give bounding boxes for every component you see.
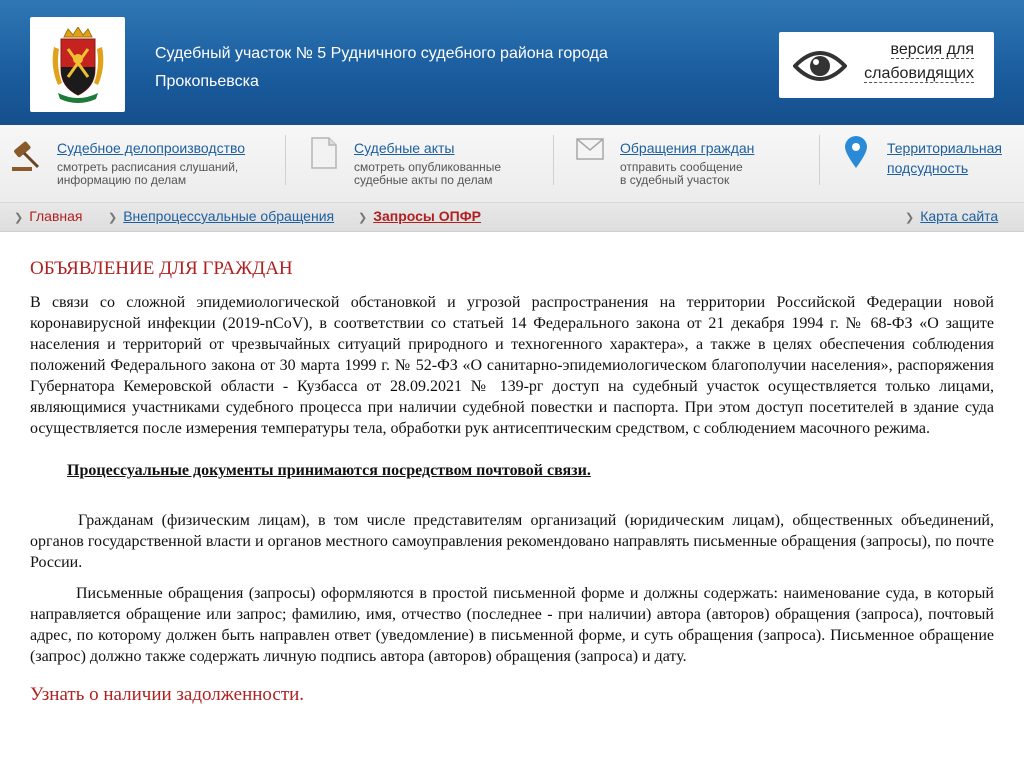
- nav-item-jurisdiction[interactable]: [843, 125, 1018, 202]
- breadcrumb-item-sitemap: [905, 208, 998, 224]
- breadcrumb-item-section: [108, 208, 334, 224]
- announcement-paragraph-3: Письменные обращения (запросы) оформляются в простой письменной форме и должны содержать: наименование суда, в который направляется обращение или запрос; фамилию, имя, отчество (последнее - при наличии) автора (авторов) обращения (запроса), почтовый адрес, по которому должен быть направлен ответ (уведомление) в письменной форме, и суть обращения (запроса). Письменное обращение (запрос) должно также содержать личную подпись автора (авторов) обращения (запроса) и дату.: [30, 585, 994, 665]
- map-pin-icon: [843, 135, 869, 169]
- eye-icon: [793, 48, 847, 84]
- nav-divider: [285, 135, 286, 185]
- breadcrumb-link-home[interactable]: Главная: [29, 208, 83, 224]
- debt-inquiry-heading[interactable]: Узнать о наличии задолженности.: [30, 684, 305, 705]
- nav-link-jurisdiction[interactable]: Территориальная подсудность: [887, 140, 1002, 176]
- document-icon: [310, 137, 338, 169]
- low-vision-version-button[interactable]: [779, 32, 994, 98]
- nav-divider: [553, 135, 554, 185]
- breadcrumb-item-current: [358, 208, 481, 224]
- announcement-heading: ОБЪЯВЛЕНИЕ ДЛЯ ГРАЖДАН: [30, 258, 293, 279]
- nav-desc-court-acts: смотреть опубликованные судебные акты по делам: [354, 160, 502, 187]
- nav-desc-court-records: смотреть расписания слушаний, информацию по делам: [57, 160, 239, 187]
- breadcrumb-item-home: [14, 208, 83, 224]
- postal-notice: Процессуальные документы принимаются посредством почтовой связи.: [67, 462, 591, 479]
- chevron-right-icon: ❯: [108, 212, 118, 224]
- chevron-right-icon: ❯: [358, 212, 368, 224]
- site-title: Судебный участок № 5 Рудничного судебного района города Прокопьевска: [155, 45, 608, 90]
- envelope-icon: [576, 138, 604, 160]
- nav-item-court-records[interactable]: [10, 125, 280, 202]
- nav-item-citizen-appeals[interactable]: [576, 125, 806, 202]
- main-content: [30, 258, 994, 705]
- main-nav: [0, 125, 1024, 203]
- chevron-right-icon: ❯: [14, 212, 24, 224]
- coat-of-arms-icon: [48, 27, 108, 103]
- nav-item-court-acts[interactable]: [310, 125, 550, 202]
- nav-link-citizen-appeals[interactable]: Обращения граждан: [620, 140, 755, 156]
- nav-link-court-acts[interactable]: Судебные акты: [354, 140, 455, 156]
- breadcrumb-link-current[interactable]: Запросы ОПФР: [373, 208, 482, 224]
- announcement-paragraph-1: В связи со сложной эпидемиологической обстановкой и угрозой распространения на территории Российской Федерации новой коронавирусной инфекции (2019-nCoV), в соответствии со статьей 14 Федерального закона от 21 декабря 1994 г. № 68-ФЗ «О защите населения и территорий от чрезвычайных ситуаций природного и техногенного характера», а также в целях обеспечения соблюдения положений Федерального закона от 30 марта 1999 г. № 52-ФЗ «О санитарно-эпидемиологическом благополучии населения», распоряжения Губернатора Кемеровской области - Кузбасса от 28.09.2021 № 139-рг доступ на судебный участок осуществляется только лицами, являющимися участниками судебного процесса при наличии судебной повестки и паспорта. При этом доступ посетителей в здание суда осуществляется после измерения температуры тела, обработки рук антисептическим средством, с соблюдением масочного режима.: [30, 294, 994, 437]
- site-header: [0, 0, 1024, 125]
- breadcrumb: [0, 203, 1024, 232]
- nav-divider: [819, 135, 820, 185]
- nav-link-court-records[interactable]: Судебное делопроизводство: [57, 140, 246, 156]
- breadcrumb-link-section[interactable]: Внепроцессуальные обращения: [123, 208, 335, 224]
- chevron-right-icon: ❯: [905, 212, 915, 224]
- announcement-paragraph-2: Гражданам (физическим лицам), в том числе представителям организаций (юридическим лицам), общественных объединений, органов государственной власти и органов местного самоуправления рекомендовано направлять письменные обращения (запросы), по почте России.: [30, 512, 994, 571]
- gavel-icon: [10, 137, 46, 173]
- nav-desc-citizen-appeals: отправить сообщение в судебный участок: [620, 160, 743, 187]
- coat-of-arms-logo[interactable]: [30, 17, 125, 112]
- sitemap-link[interactable]: Карта сайта: [920, 208, 999, 224]
- low-vision-label[interactable]: версия для слабовидящих: [864, 41, 974, 82]
